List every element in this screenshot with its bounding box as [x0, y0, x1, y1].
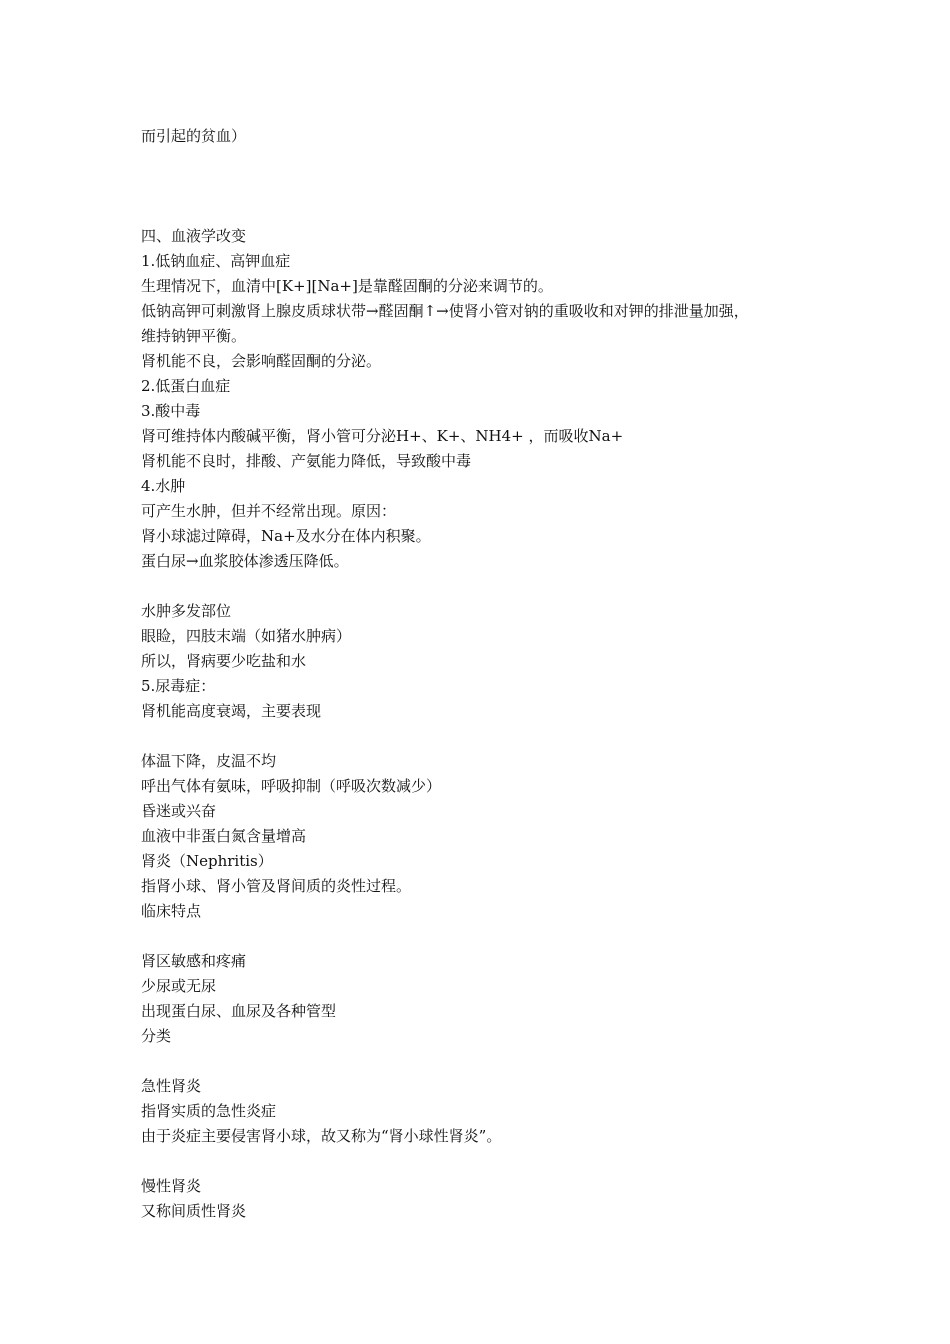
blank-line	[141, 1049, 841, 1074]
text-line: 肾小球滤过障碍，Na+及水分在体内积聚。	[141, 527, 431, 545]
subheading: 急性肾炎	[141, 1077, 202, 1095]
blank-line	[141, 724, 841, 749]
text-line: 临床特点	[141, 902, 202, 920]
text-line: 水肿多发部位	[141, 602, 232, 620]
text-line: 血液中非蛋白氮含量增高	[141, 827, 307, 845]
text-line: 所以，肾病要少吃盐和水	[141, 652, 307, 670]
blank-line	[141, 574, 841, 599]
text-line: 眼睑，四肢末端（如猪水肿病）	[141, 627, 352, 645]
text-line: 肾机能不良，会影响醛固酮的分泌。	[141, 352, 382, 370]
text-line: 生理情况下，血清中[K+][Na+]是靠醛固酮的分泌来调节的。	[141, 277, 553, 295]
text-line: 指肾实质的急性炎症	[141, 1102, 277, 1120]
blank-line	[141, 149, 841, 174]
text-line: 肾机能不良时，排酸、产氨能力降低，导致酸中毒	[141, 452, 472, 470]
text-line: 分类	[141, 1027, 172, 1045]
blank-line	[141, 1149, 841, 1174]
text-line: 而引起的贫血）	[141, 127, 247, 145]
text-line: 呼出气体有氨味，呼吸抑制（呼吸次数减少）	[141, 777, 442, 795]
subheading: 2.低蛋白血症	[141, 377, 231, 395]
subheading: 肾炎（Nephritis）	[141, 852, 273, 870]
text-line: 昏迷或兴奋	[141, 802, 217, 820]
text-line: 肾区敏感和疼痛	[141, 952, 247, 970]
text-line: 由于炎症主要侵害肾小球，故又称为“肾小球性肾炎”。	[141, 1127, 502, 1145]
text-line: 肾机能高度衰竭，主要表现	[141, 702, 322, 720]
text-line: 可产生水肿，但并不经常出现。原因：	[141, 502, 397, 520]
text-line: 指肾小球、肾小管及肾间质的炎性过程。	[141, 877, 412, 895]
text-line: 又称间质性肾炎	[141, 1202, 247, 1220]
subheading: 4.水肿	[141, 477, 186, 495]
text-line: 少尿或无尿	[141, 977, 217, 995]
subheading: 5.尿毒症：	[141, 677, 216, 695]
text-line: 出现蛋白尿、血尿及各种管型	[141, 1002, 337, 1020]
text-line: 肾可维持体内酸碱平衡，肾小管可分泌H+、K+、NH4+ ，而吸收Na+	[141, 427, 624, 445]
text-line: 蛋白尿→血浆胶体渗透压降低。	[141, 552, 349, 570]
document-body	[141, 124, 841, 1224]
text-line: 体温下降，皮温不均	[141, 752, 277, 770]
blank-line	[141, 199, 841, 224]
section-heading: 四、血液学改变	[141, 227, 247, 245]
blank-line	[141, 174, 841, 199]
blank-line	[141, 924, 841, 949]
text-line: 维持钠钾平衡。	[141, 327, 247, 345]
subheading: 3.酸中毒	[141, 402, 201, 420]
subheading: 1.低钠血症、高钾血症	[141, 252, 291, 270]
subheading: 慢性肾炎	[141, 1177, 202, 1195]
text-line: 低钠高钾可刺激肾上腺皮质球状带→醛固酮↑→使肾小管对钠的重吸收和对钾的排泄量加强，	[141, 302, 749, 320]
